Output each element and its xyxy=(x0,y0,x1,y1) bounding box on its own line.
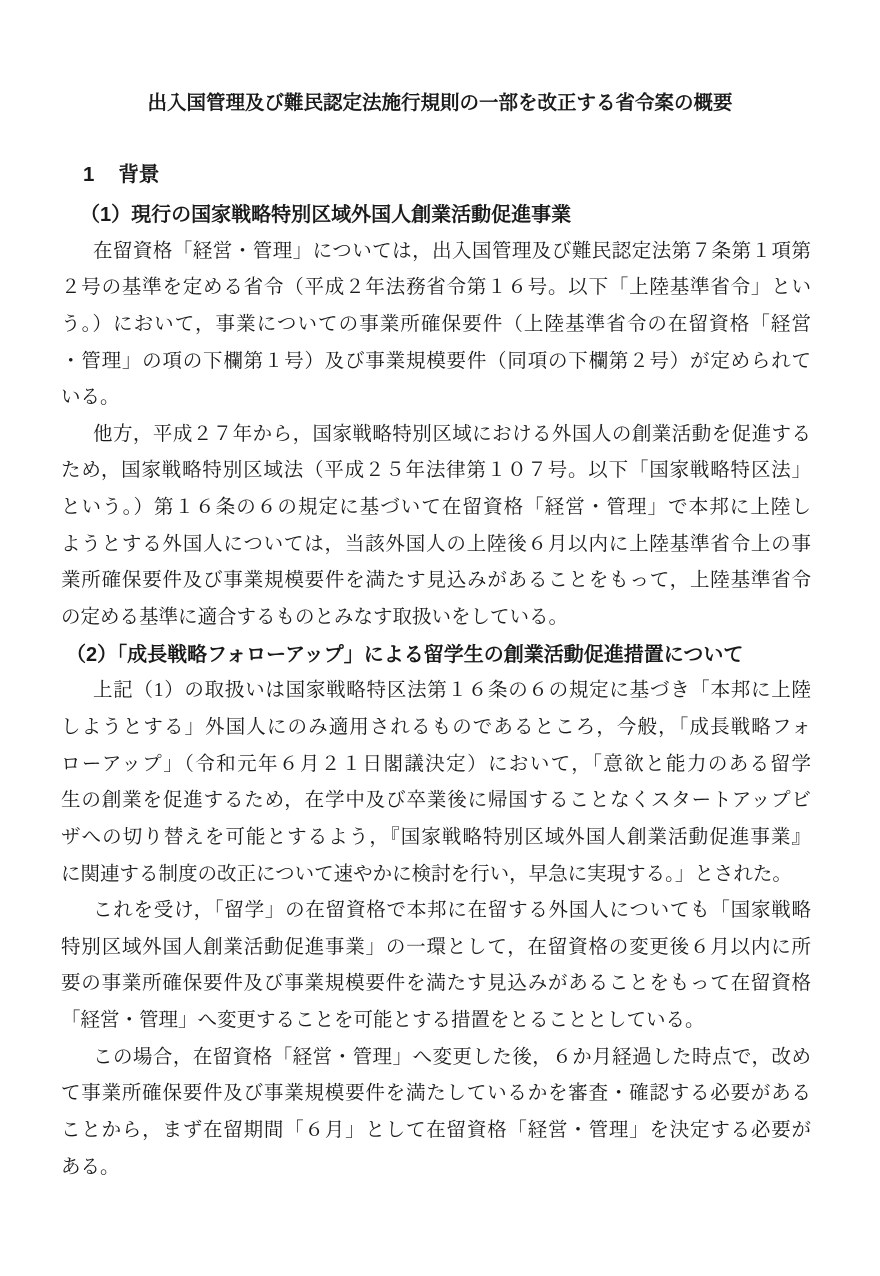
section-title: 背景 xyxy=(118,163,160,186)
text-line: ザへの切り替えを可能とするよう，『国家戦略特別区域外国人創業活動促進事業』 xyxy=(61,826,811,848)
paragraph xyxy=(61,234,811,417)
text-line: 要の事業所確保要件及び事業規模要件を満たす見込みがあることをもって在留資格 xyxy=(61,973,811,995)
section-number: 1 xyxy=(83,163,95,186)
text-line: ローアップ」（令和元年６月２１日閣議決定）において，「意欲と能力のある留学 xyxy=(61,753,811,775)
paragraph xyxy=(61,1040,811,1187)
subsection-1-heading: （1）現行の国家戦略特別区域外国人創業活動促進事業 xyxy=(80,204,572,226)
text-line: 上記（1）の取扱いは国家戦略特区法第１６条の６の規定に基づき「本邦に上陸 xyxy=(93,680,811,702)
document-title: 出入国管理及び難民認定法施行規則の一部を改正する省令案の概要 xyxy=(147,92,733,114)
text-line: 生の創業を促進するため，在学中及び卒業後に帰国することなくスタートアップビ xyxy=(61,790,811,812)
subsection-2-heading: （2）「成長戦略フォローアップ」による留学生の創業活動促進措置について xyxy=(66,643,744,666)
text-line: ある。 xyxy=(61,1156,120,1178)
text-line: に関連する制度の改正について速やかに検討を行い，早急に実現する。」とされた。 xyxy=(61,863,792,885)
text-line: これを受け，「留学」の在留資格で本邦に在留する外国人についても「国家戦略 xyxy=(93,900,811,922)
text-line: 在留資格「経営・管理」については，出入国管理及び難民認定法第７条第１項第 xyxy=(93,240,811,262)
paragraph xyxy=(61,673,811,893)
paragraph xyxy=(61,893,811,1040)
text-line: ようとする外国人については，当該外国人の上陸後６月以内に上陸基準省令上の事 xyxy=(61,533,811,555)
paragraph xyxy=(61,417,811,637)
text-line: 特別区域外国人創業活動促進事業」の一環として，在留資格の変更後６月以内に所 xyxy=(61,936,811,958)
text-line: しようとする」外国人にのみ適用されるものであるところ，今般，「成長戦略フォ xyxy=(61,716,811,738)
text-line: この場合，在留資格「経営・管理」へ変更した後，６か月経過した時点で，改め xyxy=(93,1046,811,1068)
section-1-heading xyxy=(83,162,159,188)
text-line: 業所確保要件及び事業規模要件を満たす見込みがあることをもって，上陸基準省令 xyxy=(61,570,811,592)
text-line: 他方，平成２７年から，国家戦略特別区域における外国人の創業活動を促進する xyxy=(93,423,811,445)
text-line: の定める基準に適合するものとみなす取扱いをしている。 xyxy=(61,607,569,629)
text-line: う。）において，事業についての事業所確保要件（上陸基準省令の在留資格「経営 xyxy=(61,313,811,335)
text-line: という。）第１６条の６の規定に基づいて在留資格「経営・管理」で本邦に上陸し xyxy=(61,497,811,519)
text-line: いる。 xyxy=(61,387,120,409)
text-line: 「経営・管理」へ変更することを可能とする措置をとることとしている。 xyxy=(61,1010,705,1032)
text-line: ２号の基準を定める省令（平成２年法務省令第１６号。以下「上陸基準省令」とい xyxy=(61,277,811,299)
document-body xyxy=(61,197,811,1186)
text-line: て事業所確保要件及び事業規模要件を満たしているかを審査・確認する必要がある xyxy=(61,1083,811,1105)
text-line: ため，国家戦略特別区域法（平成２５年法律第１０７号。以下「国家戦略特区法」 xyxy=(61,460,811,482)
text-line: ことから，まず在留期間「６月」として在留資格「経営・管理」を決定する必要が xyxy=(61,1120,811,1142)
text-line: ・管理」の項の下欄第１号）及び事業規模要件（同項の下欄第２号）が定められて xyxy=(61,350,811,372)
